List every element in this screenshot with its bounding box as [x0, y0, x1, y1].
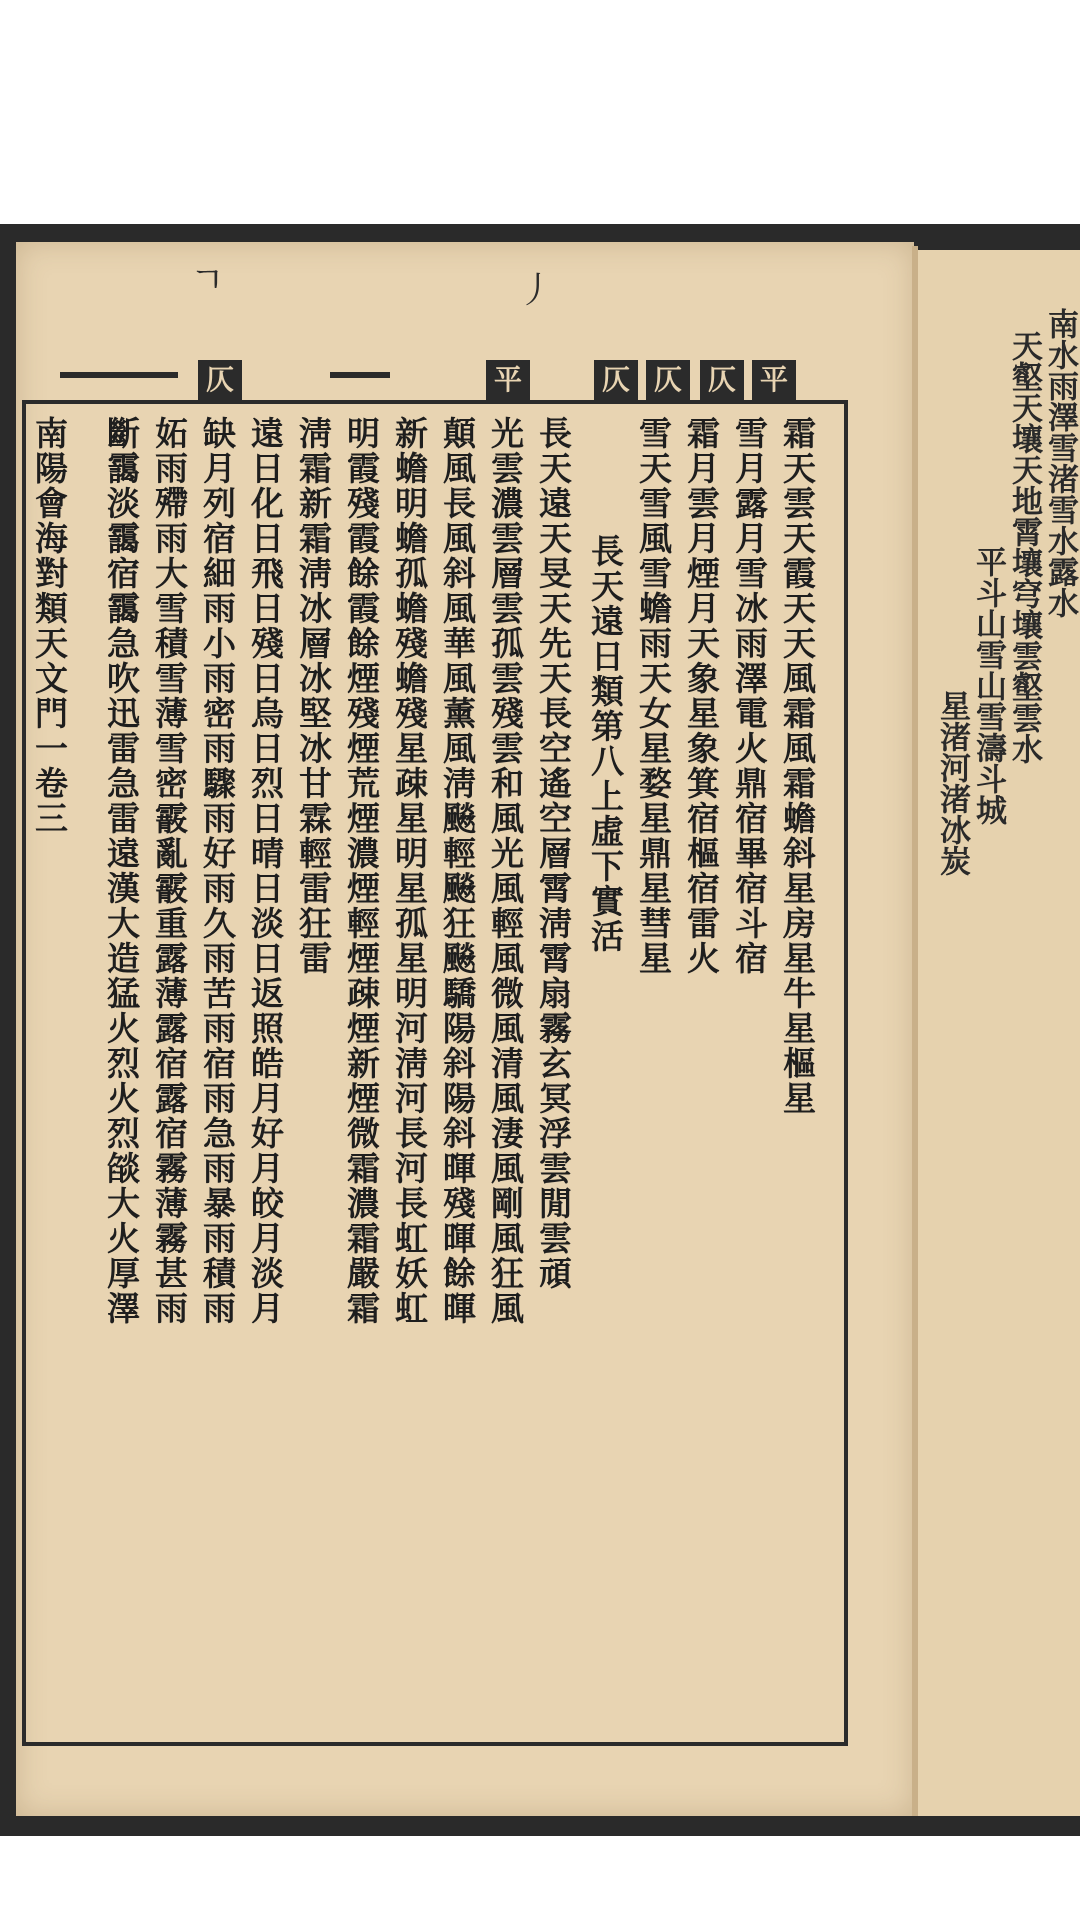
adjacent-page — [918, 250, 1080, 1816]
tone-header: 仄 — [198, 360, 242, 400]
ink-mark: 丿 — [518, 270, 555, 311]
tone-header: 平 — [752, 360, 796, 400]
section-heading: 長天遠日類第八上虛下實活 — [586, 534, 625, 954]
tone-header: 平 — [486, 360, 530, 400]
text-column: 淸霜新霜淸冰層冰堅冰甘霖輕雷狂雷 — [294, 416, 333, 976]
header-rule — [60, 372, 178, 378]
text-column: 遠日化日飛日殘日烏日烈日晴日淡日返照皓月好月皎月淡月 — [246, 416, 285, 1326]
text-column: 雪月露月雪冰雨澤電火鼎宿畢宿斗宿 — [730, 416, 769, 976]
text-column: 顛風長風斜風華風薰風淸飈輕飈狂飈驕陽斜陽斜暉殘暉餘暉 — [438, 416, 477, 1326]
text-column: 新蟾明蟾孤蟾殘蟾殘星疎星明星孤星明河淸河長河長虹妖虹 — [390, 416, 429, 1326]
adjacent-column: 南水雨澤雪渚雪水露水 — [1042, 308, 1078, 618]
text-column: 霜天雲天霞天天風霜風霜蟾斜星房星牛星樞星 — [778, 416, 817, 1116]
adjacent-column: 平斗山雪山雪濤斗城 — [970, 546, 1006, 825]
text-column: 霜月雲月煙月天象星象箕宿樞宿雷火 — [682, 416, 721, 976]
tone-header: 仄 — [700, 360, 744, 400]
text-column: 雪天雪風雪蟾雨天女星婺星鼎星彗星 — [634, 416, 673, 976]
tone-header: 仄 — [594, 360, 638, 400]
text-column: 缺月列宿細雨小雨密雨驟雨好雨久雨苦雨宿雨急雨暴雨積雨 — [198, 416, 237, 1326]
header-rule — [330, 372, 390, 378]
margin-title: 南陽會海對類天文門一卷三 — [30, 416, 69, 836]
text-column: 明霞殘霞餘霞餘煙殘煙荒煙濃煙輕煙疎煙新煙微霜濃霜嚴霜 — [342, 416, 381, 1326]
text-frame — [22, 400, 848, 1746]
text-column: 長天遠天旻天先天長空遙空層霄淸霄扇霧玄冥浮雲閒雲頑 — [534, 416, 573, 1291]
text-column: 光雲濃雲層雲孤雲殘雲和風光風輕風微風清風淒風剛風狂風 — [486, 416, 525, 1326]
text-column: 斷靄淡靄宿靄急吹迅雷急雷遠漢大造猛火烈火烈燄大火厚澤 — [102, 416, 141, 1326]
adjacent-column: 天壑天壤天地霄壤穹壤雲壑雲水 — [1006, 330, 1042, 764]
adjacent-column: 星渚河渚冰炭 — [934, 690, 970, 876]
ink-mark: ㄱ — [190, 260, 225, 301]
text-column: 妬雨殢雨大雪積雪薄雪密霰亂霰重露薄露宿露宿霧薄霧甚雨 — [150, 416, 189, 1326]
tone-header: 仄 — [646, 360, 690, 400]
